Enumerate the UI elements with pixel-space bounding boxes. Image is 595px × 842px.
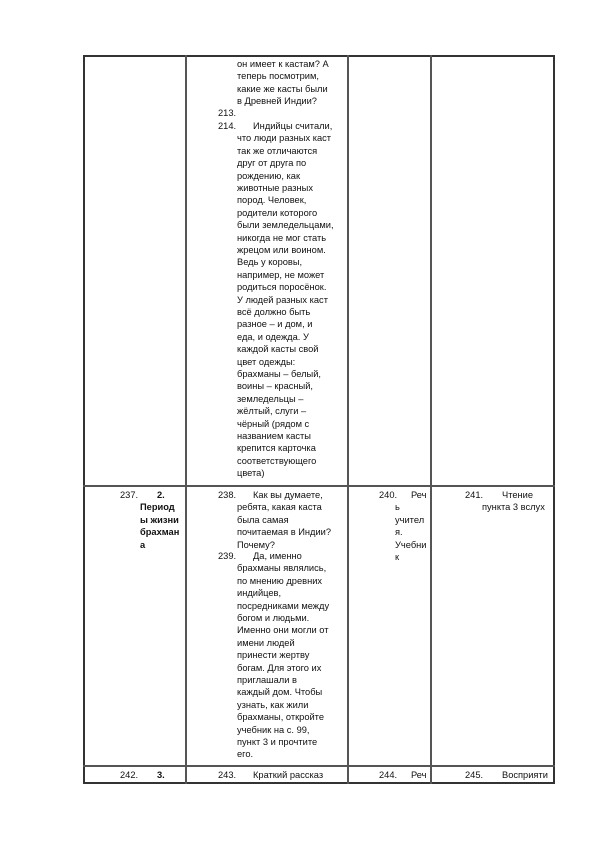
item-214-first-line: Индийцы считали, xyxy=(253,121,333,131)
text-line: цвет одежды: xyxy=(237,356,296,367)
item-number-243: 243. xyxy=(218,770,237,780)
text-line: к xyxy=(395,552,400,562)
section-title-line: ы жизни xyxy=(140,514,179,525)
text-line: пункт 3 и прочтите xyxy=(237,737,318,747)
text-line: родиться поросёнок. xyxy=(237,282,327,293)
text-line: ребята, какая каста xyxy=(237,502,322,513)
text-line: друг от друга по xyxy=(237,158,307,169)
item-240-first-line: Реч xyxy=(411,490,427,500)
text-line: я. xyxy=(395,527,403,538)
column-divider-1 xyxy=(185,55,187,784)
text-line: брахманы – белый, xyxy=(237,369,321,379)
text-line: какие же касты были xyxy=(237,83,328,94)
text-line: У людей разных каст xyxy=(237,294,328,305)
text-line: пород. Человек, xyxy=(237,195,307,206)
item-243-text: Краткий рассказ xyxy=(253,770,324,780)
text-line: узнать, как жили xyxy=(237,699,309,710)
item-245-text: Восприяти xyxy=(502,770,548,780)
text-line: что люди разных каст xyxy=(237,133,332,144)
text-line: никогда не мог стать xyxy=(237,232,327,243)
text-line: цвета) xyxy=(237,468,265,479)
text-line: брахманы являлись, xyxy=(237,563,327,574)
text-line: разное – и дом, и xyxy=(237,319,313,330)
text-line: чёрный (рядом с xyxy=(237,418,310,429)
text-line: по мнению древних xyxy=(237,575,323,586)
row-number-237: 237. xyxy=(120,490,139,500)
item-number-240: 240. xyxy=(379,490,398,500)
text-line: приглашали в xyxy=(237,675,297,685)
text-line: теперь посмотрим, xyxy=(237,71,319,82)
text-line: животные разных xyxy=(237,183,314,193)
item-number-214: 214. xyxy=(218,121,237,131)
text-line: учебник на с. 99, xyxy=(237,724,310,735)
text-line: богом и людьми. xyxy=(237,613,310,623)
text-line: учител xyxy=(395,514,425,525)
text-line: жрецом или воином. xyxy=(237,245,326,255)
table-frame xyxy=(83,55,555,784)
item-number-241: 241. xyxy=(465,490,484,500)
text-line: соответствующего xyxy=(237,455,317,466)
text-line: пункта 3 вслух xyxy=(482,502,545,513)
text-line: богам. Для этого их xyxy=(237,662,322,673)
text-line: посредниками между xyxy=(237,600,330,611)
text-line: индийцев, xyxy=(237,588,282,599)
text-line: Ведь у коровы, xyxy=(237,257,303,268)
text-line: воины – красный, xyxy=(237,381,314,392)
section-title-line: брахман xyxy=(140,527,180,538)
text-line: земледельцы – xyxy=(237,393,304,404)
row-number-242: 242. xyxy=(120,770,139,780)
row-divider-2 xyxy=(83,765,555,767)
section-title-line: Период xyxy=(140,502,175,513)
text-line: например, не может xyxy=(237,269,325,280)
text-line: в Древней Индии? xyxy=(237,96,317,107)
text-line: его. xyxy=(237,749,254,760)
text-line: каждый дом. Чтобы xyxy=(237,687,323,698)
row-divider-1 xyxy=(83,485,555,487)
text-line: всё должно быть xyxy=(237,307,311,317)
column-divider-3 xyxy=(430,55,432,784)
item-number-245: 245. xyxy=(465,770,484,780)
text-line: рождению, как xyxy=(237,170,301,181)
text-line: имени людей xyxy=(237,637,295,648)
item-number-244: 244. xyxy=(379,770,398,780)
text-line: еда, и одежда. У xyxy=(237,331,309,342)
text-line: родители которого xyxy=(237,207,318,218)
section-title-line: 2. xyxy=(157,490,165,500)
text-line: ь xyxy=(395,502,400,513)
text-line: брахманы, откройте xyxy=(237,712,325,723)
text-line: Учебни xyxy=(395,539,427,550)
item-number-213: 213. xyxy=(218,108,237,118)
column-divider-2 xyxy=(347,55,349,784)
section-number-3: 3. xyxy=(157,770,165,780)
text-line: Почему? xyxy=(237,539,275,550)
text-line: так же отличаются xyxy=(237,145,318,156)
text-line: принести жертву xyxy=(237,650,310,661)
item-238-first-line: Как вы думаете, xyxy=(253,490,323,500)
item-241-first-line: Чтение xyxy=(502,490,534,500)
text-line: названием касты xyxy=(237,431,311,441)
item-number-238: 238. xyxy=(218,490,237,500)
item-239-first-line: Да, именно xyxy=(253,551,302,561)
text-line: были земледельцами, xyxy=(237,220,334,231)
text-line: каждой касты свой xyxy=(237,344,319,355)
text-line: крепится карточка xyxy=(237,443,316,454)
section-title-line: а xyxy=(140,539,146,550)
item-number-239: 239. xyxy=(218,551,237,561)
text-line: была самая xyxy=(237,514,289,525)
text-line: жёлтый, слуги – xyxy=(237,406,307,417)
text-line: он имеет к кастам? А xyxy=(237,59,329,69)
text-line: Именно они могли от xyxy=(237,625,329,636)
item-244-text: Реч xyxy=(411,770,427,780)
text-line: почитаемая в Индии? xyxy=(237,527,332,538)
